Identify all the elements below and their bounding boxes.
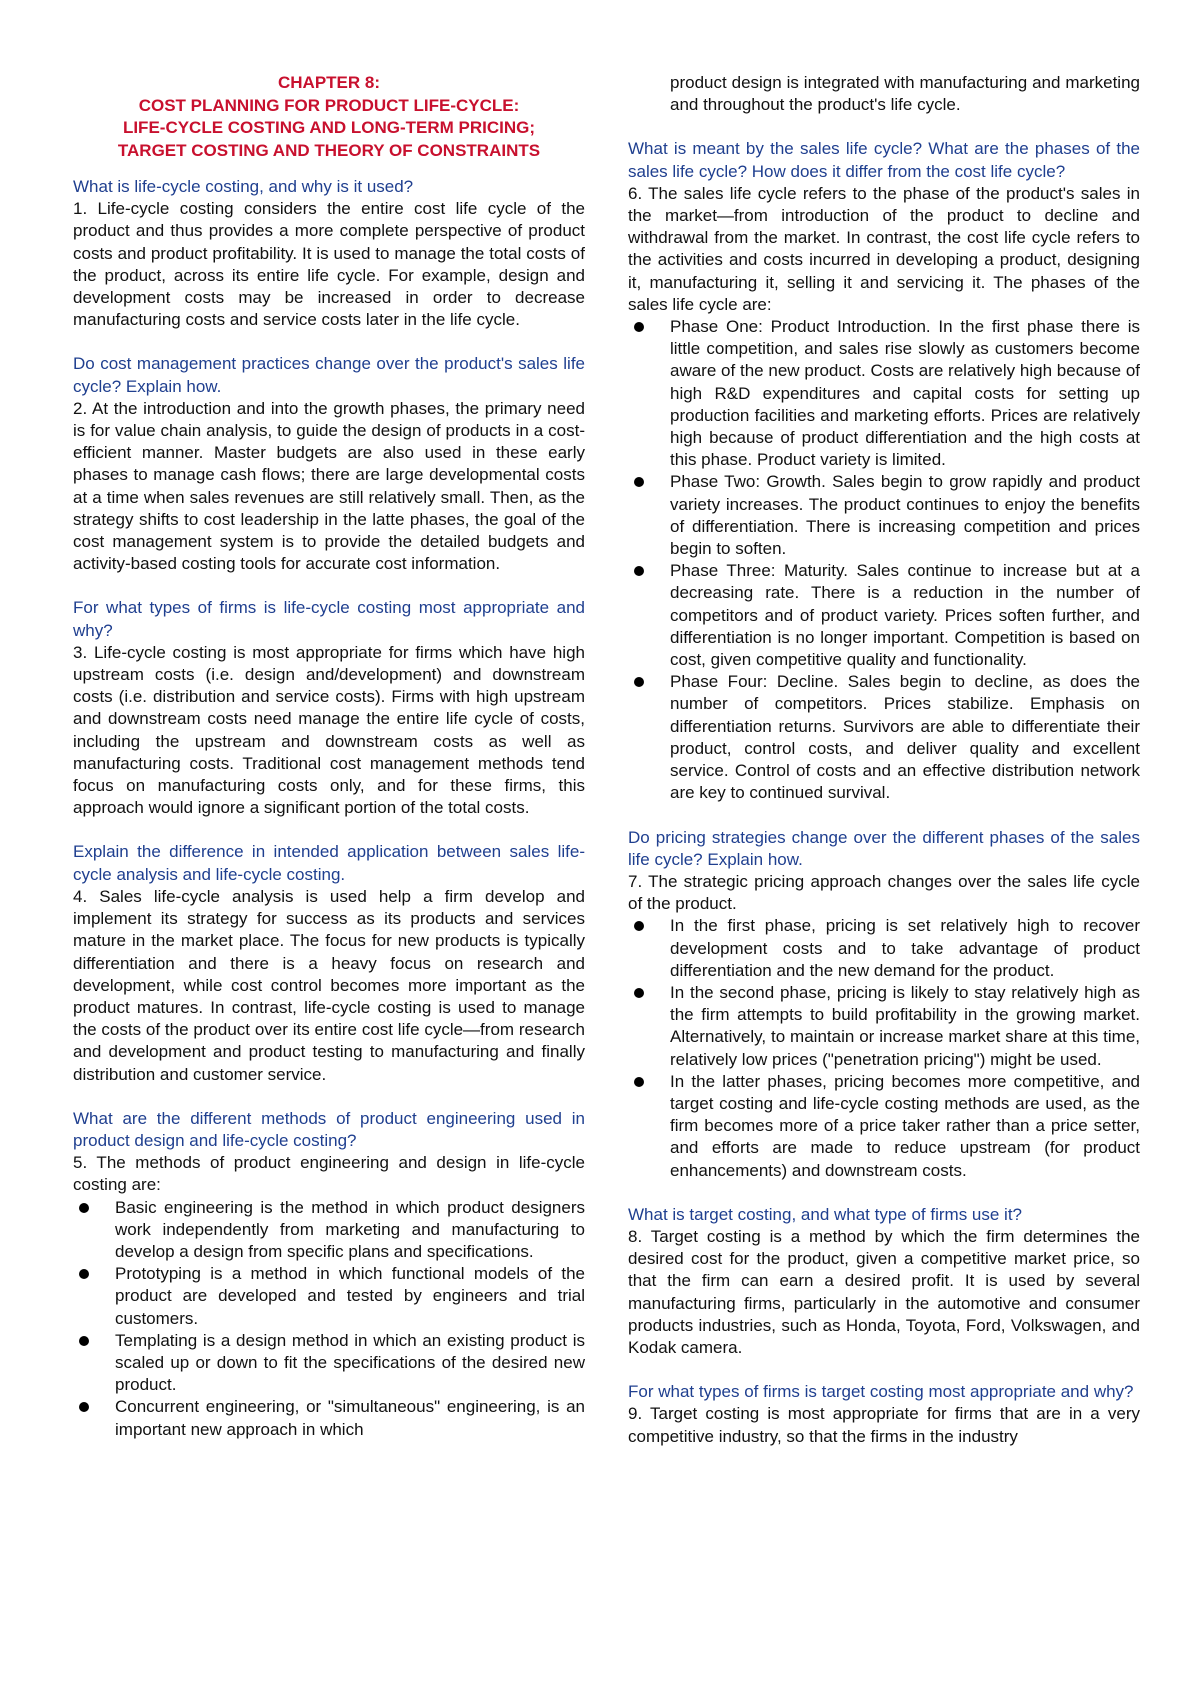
bullet-icon [79,1336,89,1346]
bullet-icon [634,566,644,576]
answer-2: 2. At the introduction and into the growth phases, the primary need is for value chain analysis, to guide the design of products in a cost-efficient manner. Master budgets are also used in these early phases to manage cash flows; there are large developmental costs at a time when sales revenues are still relatively small. Then, as the strategy shifts to cost leadership in the latte phases, the goal of the cost management system is to provide the detailed budgets and activity-based costing tools for accurate cost information. [73,398,585,574]
question-9: For what types of firms is target costing most appropriate and why? [628,1382,1134,1402]
list-item-text: Phase Three: Maturity. Sales continue to increase but at a decreasing rate. There is a reduction in the number of competitors and of product variety. Prices soften further, and differentiation is no longer important. Competition is based on cost, given competitive quality and functionality. [670,561,1140,670]
bullet-icon [79,1269,89,1279]
question-8: What is target costing, and what type of firms use it? [628,1204,1023,1224]
pricing-strategy-list [628,915,1140,1181]
list-item-text: Phase Four: Decline. Sales begin to decline, as does the number of competitors. Prices stabilize. Emphasis on differentiation returns. Survivors are able to differentiate their product, control costs, and deliver quality and excellent service. Control of costs and an effective distribution network are key to continued survival. [670,672,1140,803]
bullet-icon [634,322,644,332]
list-item [73,1263,585,1330]
list-item-text: Prototyping is a method in which functional models of the product are developed and tested by engineers and trial customers. [115,1264,585,1328]
bullet-icon [634,677,644,687]
engineering-methods-list [73,1197,585,1441]
left-column [73,72,585,1441]
question-7: Do pricing strategies change over the different phases of the sales life cycle? Explain how. [628,827,1140,869]
list-item [628,471,1140,560]
right-column [628,72,1140,1448]
bullet-icon [634,1077,644,1087]
question-2: Do cost management practices change over the product's sales life cycle? Explain how. [73,354,585,396]
answer-3: 3. Life-cycle costing is most appropriate for firms which have high upstream costs (i.e. design and/development) and downstream costs (i.e. distribution and service costs). Firms with high upstream and downstream costs need manage the entire life cycle of costs, including the upstream and downstream costs as well as manufacturing costs. Traditional cost management methods tend focus on manufacturing costs only, and for these firms, this approach would ignore a significant portion of the total costs. [73,642,585,818]
list-item-text: Basic engineering is the method in which product designers work independently from marketing and manufacturing to develop a design from specific plans and specifications. [115,1197,585,1261]
question-5: What are the different methods of product engineering used in product design and life-cycle costing? [73,1108,585,1150]
list-item [628,982,1140,1071]
list-item-text: Phase One: Product Introduction. In the first phase there is little competition, and sales rise slowly as customers become aware of the new product. Costs are relatively high because of high R&D expenditures and capital costs for setting up production facilities and marketing efforts. Prices are relatively high because of product differentiation and the high costs at this phase. Product variety is limited. [670,317,1140,470]
answer-1: 1. Life-cycle costing considers the entire cost life cycle of the product and thus provides a more complete perspective of product costs and product profitability. It is used to manage the total costs of the product, across its entire life cycle. For example, design and development costs may be increased in order to decrease manufacturing costs and service costs later in the life cycle. [73,199,585,330]
list-item [628,316,1140,471]
title-line: TARGET COSTING AND THEORY OF CONSTRAINTS [117,140,541,160]
list-item-text: Templating is a design method in which an existing product is scaled up or down to fit the specifications of the desired new product. [115,1330,585,1395]
bullet-icon [634,477,644,487]
sales-life-cycle-phases-list [628,316,1140,804]
list-item-text: In the first phase, pricing is set relatively high to recover development costs and to take advantage of product differentiation and the new demand for the product. [670,916,1140,980]
question-3: For what types of firms is life-cycle costing most appropriate and why? [73,598,585,640]
answer-5-continuation: product design is integrated with manufacturing and marketing and throughout the product's life cycle. [670,73,1140,115]
list-item-text: In the latter phases, pricing becomes more competitive, and target costing and life-cycle costing methods are used, as the firm becomes more of a price taker rather than a price setter, and efforts are made to reduce upstream (for product enhancements) and downstream costs. [670,1071,1140,1180]
answer-9: 9. Target costing is most appropriate for firms that are in a very competitive industry, so that the firms in the industry [628,1404,1140,1446]
bullet-icon [634,921,644,931]
list-item-text: Phase Two: Growth. Sales begin to grow rapidly and product variety increases. The product continues to enjoy the benefits of differentiation. There is increasing competition and prices begin to soften. [670,472,1140,559]
answer-4: 4. Sales life-cycle analysis is used help a firm develop and implement its strategy for success as its products and services mature in the market place. The focus for new products is typically differentiation and there is a heavy focus on research and development, while cost control becomes more important as the product matures. In contrast, life-cycle costing is used to manage the costs of the product over its entire cost life cycle—from research and development and product testing to manufacturing and finally distribution and customer service. [73,886,585,1084]
title-line: COST PLANNING FOR PRODUCT LIFE-CYCLE: [138,95,520,115]
chapter-title [73,72,585,162]
question-4: Explain the difference in intended application between sales life-cycle analysis and life-cycle costing. [73,842,585,884]
list-item-text: In the second phase, pricing is likely to stay relatively high as the firm attempts to build profitability in the growing market. Alternatively, to maintain or increase market share at this time, relatively low prices ("penetration pricing") might be used. [670,982,1140,1069]
question-1: What is life-cycle costing, and why is it used? [73,177,414,196]
list-item-text: Concurrent engineering, or "simultaneous" engineering, is an important new approach in which [115,1397,585,1439]
list-item [73,1396,585,1440]
answer-7: 7. The strategic pricing approach changes over the sales life cycle of the product. [628,871,1140,914]
question-6: What is meant by the sales life cycle? What are the phases of the sales life cycle? How does it differ from the cost life cycle? [628,139,1140,181]
list-item [628,1071,1140,1182]
bullet-icon [634,988,644,998]
title-line: CHAPTER 8: [277,73,380,92]
bullet-icon [79,1203,89,1213]
answer-6: 6. The sales life cycle refers to the phase of the product's sales in the market—from introduction of the product to decline and withdrawal from the market. In contrast, the cost life cycle refers to the activities and costs incurred in developing a product, designing it, manufacturing it, selling it and servicing it. The phases of the sales life cycle are: [628,183,1140,314]
answer-5-intro: 5. The methods of product engineering and design in life-cycle costing are: [73,1153,585,1195]
list-item [73,1330,585,1397]
title-line: LIFE-CYCLE COSTING AND LONG-TERM PRICING; [122,118,536,137]
answer-8: 8. Target costing is a method by which the firm determines the desired cost for the product, given a competitive market price, so that the firm can earn a desired profit. It is used by several manufacturing firms, particularly in the automotive and consumer products industries, such as Honda, Toyota, Ford, Volkswagen, and Kodak camera. [628,1226,1140,1357]
list-item [628,560,1140,671]
list-item [73,1197,585,1264]
list-item [628,671,1140,804]
list-item [628,915,1140,982]
bullet-icon [79,1402,89,1412]
